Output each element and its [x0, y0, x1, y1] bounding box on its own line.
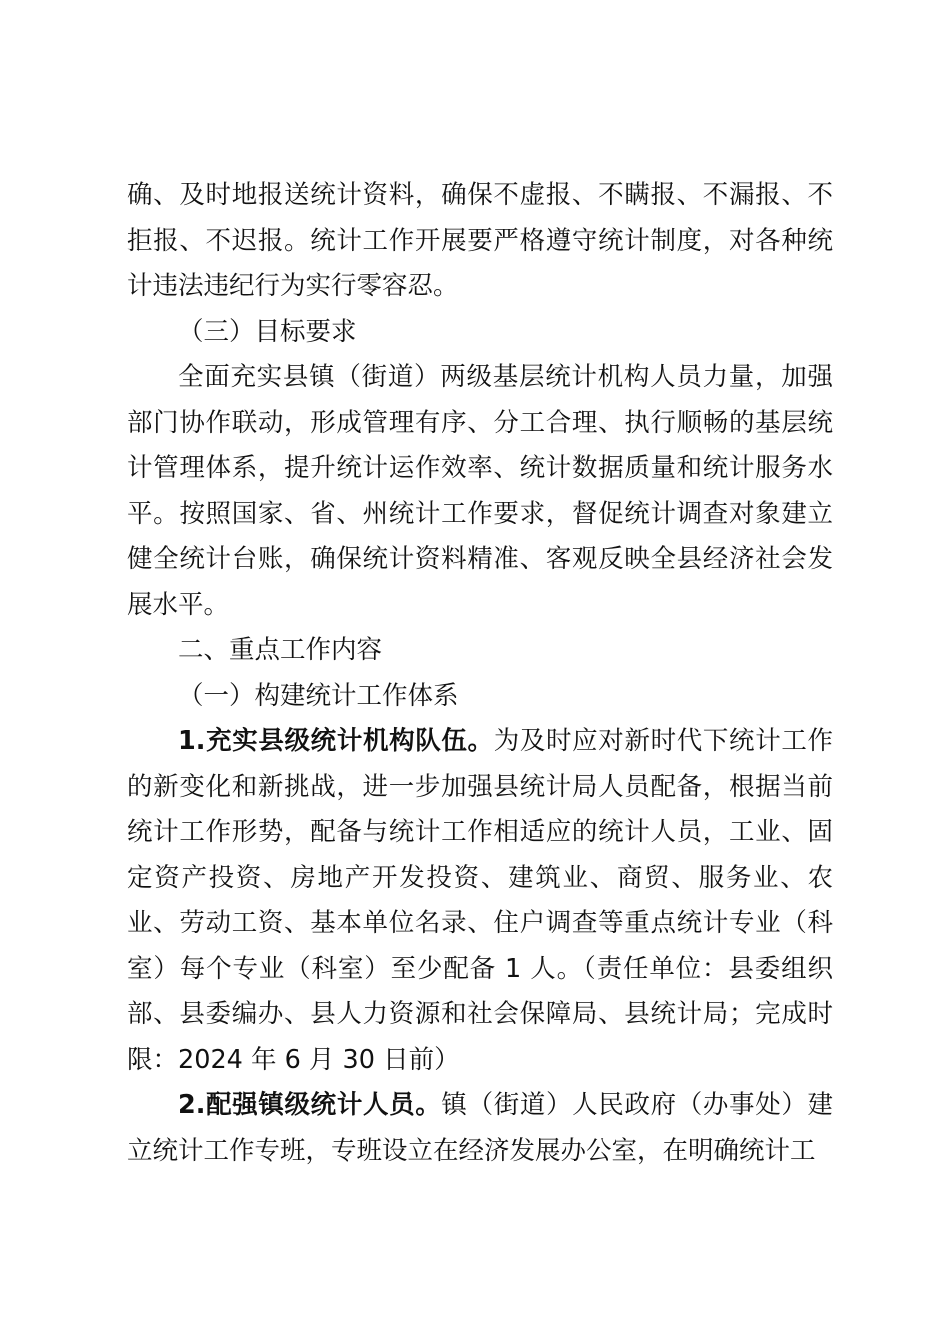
item-lead: 1.充实县级统计机构队伍。: [178, 726, 494, 756]
document-body: [127, 173, 833, 1174]
paragraph-text: 为及时应对新时代下统计工作的新变化和新挑战，进一步加强县统计局人员配备，根据当前统计工作形势，配备与统计工作相适应的统计人员，工业、固定资产投资、房地产开发投资、建筑业、商贸、服务业、农业、劳动工资、基本单位名录、住户调查等重点统计专业（科室）每个专业（科室）至少配备 1 人。（责任单位：县委组织部、县委编办、县人力资源和社会保障局、县统计局；完成时限：2024 年 6 月 30 日前）: [127, 726, 833, 1075]
paragraph-goals: [127, 355, 833, 628]
paragraph-item-2: [127, 1083, 833, 1174]
section-heading-key-work: [127, 628, 833, 674]
paragraph-text: 镇（街道）人民政府（办事处）建立统计工作专班，专班设立在经济发展办公室，在明确统计工: [127, 1090, 833, 1166]
item-lead: 2.配强镇级统计人员。: [178, 1090, 442, 1120]
paragraph-text: 确、及时地报送统计资料，确保不虚报、不瞒报、不漏报、不拒报、不迟报。统计工作开展要严格遵守统计制度，对各种统计违法违纪行为实行零容忍。: [127, 180, 833, 301]
heading-text: （一）构建统计工作体系: [178, 680, 459, 711]
subsection-heading-system: [127, 674, 833, 720]
heading-text: 二、重点工作内容: [178, 635, 383, 665]
subsection-heading-goals: [127, 310, 833, 356]
paragraph-continuation: [127, 173, 833, 310]
paragraph-item-1: [127, 719, 833, 1083]
heading-text: （三）目标要求: [178, 316, 357, 347]
paragraph-text: 全面充实县镇（街道）两级基层统计机构人员力量，加强部门协作联动，形成管理有序、分工合理、执行顺畅的基层统计管理体系，提升统计运作效率、统计数据质量和统计服务水平。按照国家、省、州统计工作要求，督促统计调查对象建立健全统计台账，确保统计资料精准、客观反映全县经济社会发展水平。: [127, 362, 833, 620]
